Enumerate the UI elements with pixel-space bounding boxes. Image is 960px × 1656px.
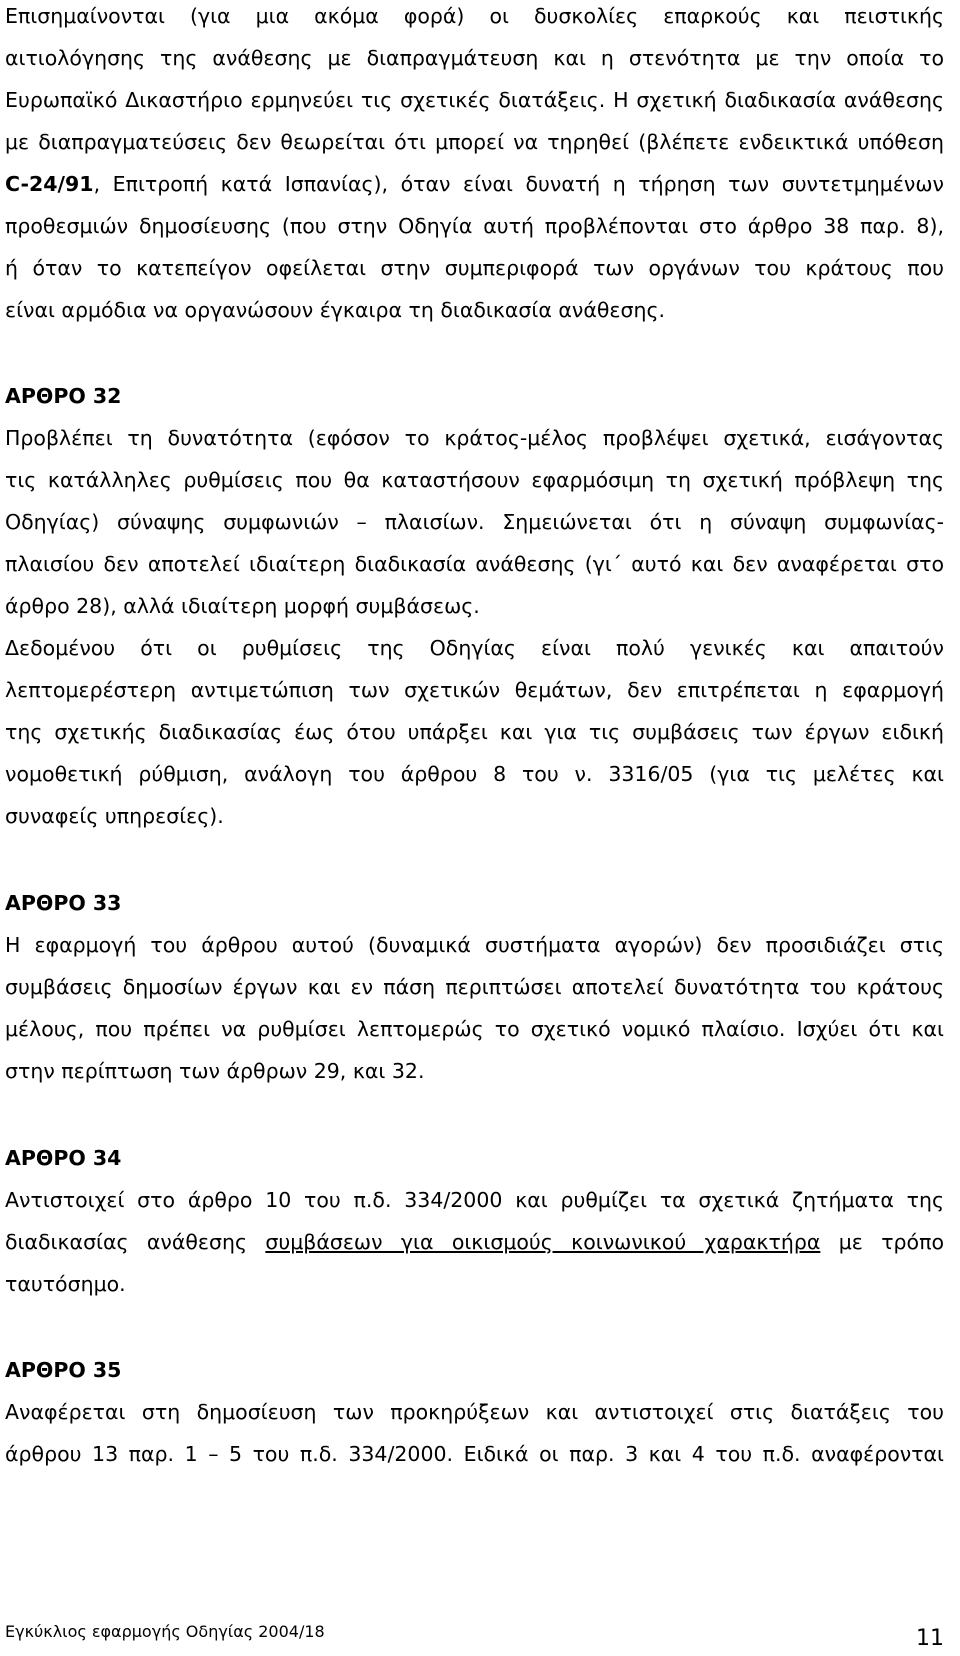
paragraph-line: συμβάσεις δημοσίων έργων και εν πάση περιπτώσει αποτελεί δυνατότητα του κράτους bbox=[5, 975, 944, 999]
paragraph-line bbox=[5, 1228, 944, 1256]
paragraph-line: μέλους, που πρέπει να ρυθμίσει λεπτομερώς το σχετικό νομικό πλαίσιο. Ισχύει ότι και bbox=[5, 1017, 944, 1041]
paragraph-line: Αναφέρεται στη δημοσίευση των προκηρύξεων και αντιστοιχεί στις διατάξεις του bbox=[5, 1400, 944, 1424]
article-32-heading: ΑΡΘΡΟ 32 bbox=[5, 384, 122, 408]
paragraph-line: λεπτομερέστερη αντιμετώπιση των σχετικών θεμάτων, δεν επιτρέπεται η εφαρμογή bbox=[5, 678, 944, 702]
paragraph-line: είναι αρμόδια να οργανώσουν έγκαιρα τη διαδικασία ανάθεσης. bbox=[5, 298, 666, 322]
paragraph-line bbox=[5, 170, 944, 198]
paragraph-line: προθεσμιών δημοσίευσης (που στην Οδηγία αυτή προβλέπονται στο άρθρο 38 παρ. 8), bbox=[5, 214, 944, 238]
paragraph-line: τις κατάλληλες ρυθμίσεις που θα καταστήσουν εφαρμόσιμη τη σχετική πρόβλεψη της bbox=[5, 468, 944, 492]
article-34-heading: ΑΡΘΡΟ 34 bbox=[5, 1146, 122, 1170]
footer-title: Εγκύκλιος εφαρμογής Οδηγίας 2004/18 bbox=[5, 1622, 325, 1641]
paragraph-line: νομοθετική ρύθμιση, ανάλογη του άρθρου 8 του ν. 3316/05 (για τις μελέτες και bbox=[5, 762, 944, 786]
paragraph-line: ή όταν το κατεπείγον οφείλεται στην συμπεριφορά των οργάνων του κράτους που bbox=[5, 256, 944, 280]
paragraph-line: πλαισίου δεν αποτελεί ιδιαίτερη διαδικασία ανάθεσης (γι΄ αυτό και δεν αναφέρεται στο bbox=[5, 552, 944, 576]
paragraph-line: ταυτόσημο. bbox=[5, 1272, 126, 1296]
paragraph-line: με διαπραγματεύσεις δεν θεωρείται ότι μπορεί να τηρηθεί (βλέπετε ενδεικτικά υπόθεση bbox=[5, 130, 944, 154]
paragraph-line: στην περίπτωση των άρθρων 29, και 32. bbox=[5, 1059, 425, 1083]
paragraph-line: Προβλέπει τη δυνατότητα (εφόσον το κράτος-μέλος προβλέψει σχετικά, εισάγοντας bbox=[5, 426, 944, 450]
paragraph-line: Επισημαίνονται (για μια ακόμα φορά) οι δυσκολίες επαρκούς και πειστικής bbox=[5, 4, 944, 28]
article-35-heading: ΑΡΘΡΟ 35 bbox=[5, 1358, 122, 1382]
paragraph-line-text: , Επιτροπή κατά Ισπανίας), όταν είναι δυνατή η τήρηση των συντετμημένων bbox=[93, 172, 944, 196]
paragraph-line: Δεδομένου ότι οι ρυθμίσεις της Οδηγίας είναι πολύ γενικές και απαιτούν bbox=[5, 636, 944, 660]
paragraph-line: αιτιολόγησης της ανάθεσης με διαπραγμάτευση και η στενότητα με την οποία το bbox=[5, 46, 944, 70]
paragraph-line: της σχετικής διαδικασίας έως ότου υπάρξει και για τις συμβάσεις των έργων ειδική bbox=[5, 720, 944, 744]
paragraph-line: συναφείς υπηρεσίες). bbox=[5, 804, 224, 828]
paragraph-line: Αντιστοιχεί στο άρθρο 10 του π.δ. 334/2000 και ρυθμίζει τα σχετικά ζητήματα της bbox=[5, 1188, 944, 1212]
page-number: 11 bbox=[916, 1626, 944, 1651]
case-reference: C-24/91 bbox=[5, 172, 94, 196]
article-33-heading: ΑΡΘΡΟ 33 bbox=[5, 891, 122, 915]
paragraph-line: άρθρου 13 παρ. 1 – 5 του π.δ. 334/2000. Ειδικά οι παρ. 3 και 4 του π.δ. αναφέρονται bbox=[5, 1442, 944, 1466]
paragraph-line: Η εφαρμογή του άρθρου αυτού (δυναμικά συστήματα αγορών) δεν προσιδιάζει στις bbox=[5, 933, 944, 957]
paragraph-line-text: με τρόπο bbox=[820, 1230, 944, 1254]
paragraph-line-text: διαδικασίας ανάθεσης bbox=[5, 1230, 266, 1254]
paragraph-line: άρθρο 28), αλλά ιδιαίτερη μορφή συμβάσεως. bbox=[5, 594, 480, 618]
underlined-phrase: συμβάσεων για οικισμούς κοινωνικού χαρακτήρα bbox=[265, 1230, 821, 1254]
paragraph-line: Ευρωπαϊκό Δικαστήριο ερμηνεύει τις σχετικές διατάξεις. Η σχετική διαδικασία ανάθεσης bbox=[5, 88, 944, 112]
paragraph-line: Οδηγίας) σύναψης συμφωνιών – πλαισίων. Σημειώνεται ότι η σύναψη συμφωνίας- bbox=[5, 510, 944, 534]
